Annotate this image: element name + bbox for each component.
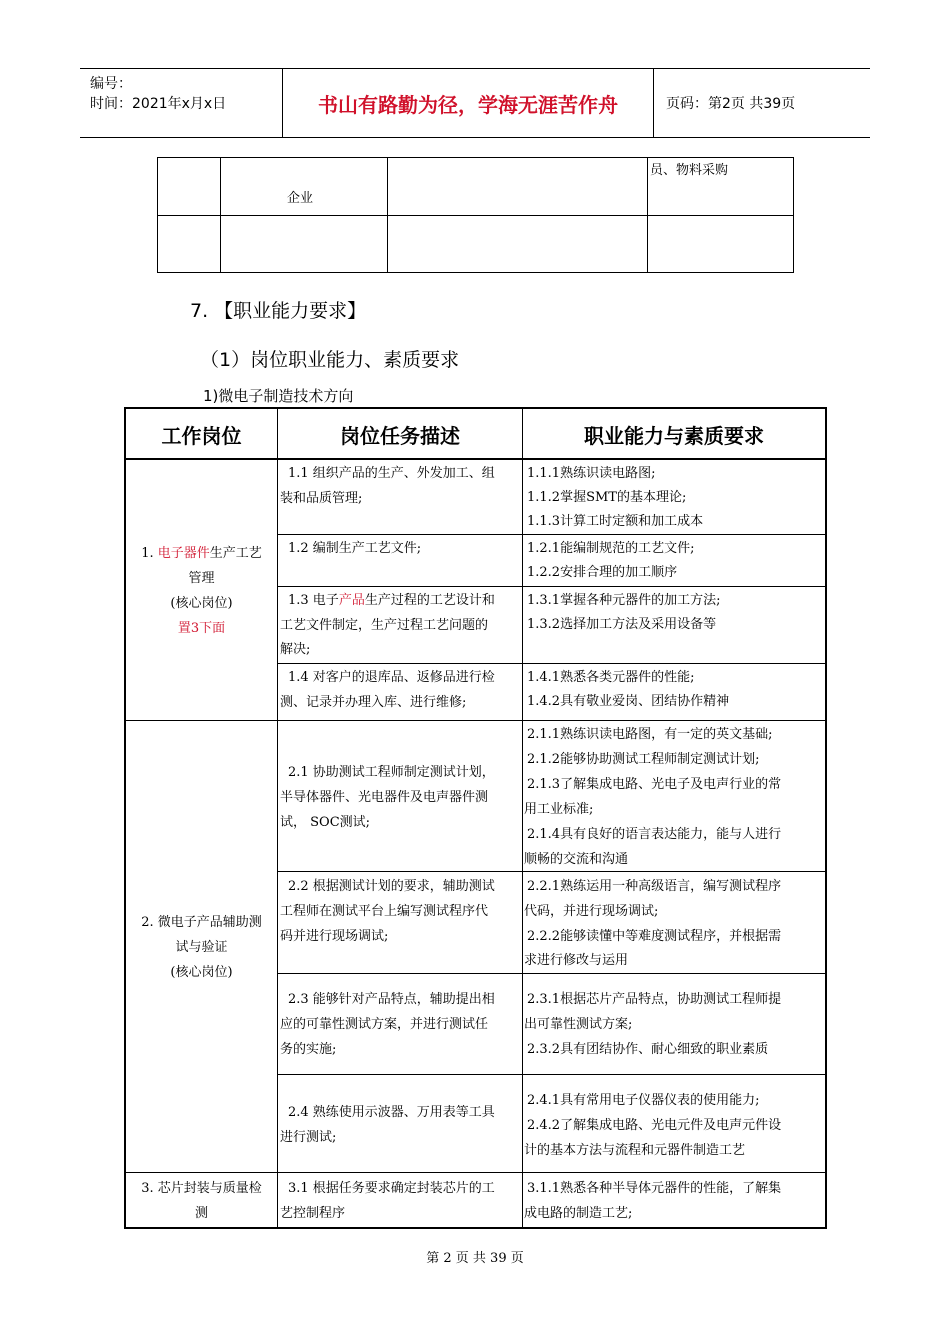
requirement-line: 求进行修改与运用: [524, 953, 629, 968]
top-table-cell: [387, 157, 648, 216]
requirement-cell: [522, 663, 826, 721]
task-cell: [277, 1172, 523, 1227]
task-line: 半导体器件、光电器件及电声器件测: [280, 790, 489, 805]
page-header: [80, 68, 870, 138]
requirement-line: 1.3.2选择加工方法及采用设备等: [527, 617, 717, 632]
requirement-line: 2.3.2具有团结协作、耐心细致的职业素质: [527, 1042, 769, 1057]
requirement-line: 成电路的制造工艺;: [524, 1206, 633, 1221]
header-task-description: 岗位任务描述: [340, 424, 460, 448]
task-line: 应的可靠性测试方案，并进行测试任: [280, 1017, 489, 1032]
requirement-line: 1.2.2安排合理的加工顺序: [527, 565, 678, 580]
task-cell: [277, 459, 523, 535]
role-name: 1. 电子器件生产工艺: [141, 546, 262, 561]
role-cell: [125, 1172, 278, 1227]
table-header-cell: [125, 408, 278, 460]
requirement-line: 1.1.2掌握SMT的基本理论;: [527, 490, 687, 505]
task-cell: [277, 534, 523, 587]
top-table-cell: [220, 215, 388, 273]
task-line: 务的实施;: [280, 1042, 337, 1057]
requirement-cell: [522, 871, 826, 974]
task-line: 进行测试;: [280, 1130, 337, 1145]
requirement-line: 1.2.1能编制规范的工艺文件;: [527, 541, 695, 556]
task-cell: [277, 663, 523, 721]
task-line: 解决;: [280, 642, 311, 657]
requirement-cell: [522, 459, 826, 535]
task-line: 工艺文件制定，生产过程工艺问题的: [280, 618, 489, 633]
requirement-line: 1.4.2具有敬业爱岗、团结协作精神: [527, 694, 730, 709]
requirement-cell: [522, 1074, 826, 1173]
requirement-line: 2.1.4具有良好的语言表达能力，能与人进行: [527, 827, 782, 842]
requirement-cell: [522, 973, 826, 1075]
top-table-cell: [387, 215, 648, 273]
section-subtitle: （1）岗位职业能力、素质要求: [200, 349, 460, 371]
requirement-cell: [522, 720, 826, 872]
task-line: 码并进行现场调试;: [280, 929, 389, 944]
task-line: 装和品质管理;: [280, 491, 363, 506]
table-header-cell: [277, 408, 523, 460]
header-meta: [80, 69, 283, 137]
task-cell: [277, 586, 523, 664]
top-table-cell: [647, 157, 794, 216]
requirement-cell: [522, 1172, 826, 1227]
requirement-line: 用工业标准;: [524, 802, 594, 817]
task-cell: [277, 720, 523, 872]
role-cell: [125, 720, 278, 1173]
role-name-line2: 测: [194, 1206, 208, 1221]
requirement-line: 2.3.1根据芯片产品特点，协助测试工程师提: [527, 992, 782, 1007]
time-label: 时间：2021年x月x日: [90, 96, 227, 112]
task-line: 艺控制程序: [280, 1206, 346, 1221]
task-cell: [277, 973, 523, 1075]
requirement-line: 3.1.1熟悉各种半导体元器件的性能，了解集: [527, 1181, 782, 1196]
requirement-line: 1.1.3计算工时定额和加工成本: [527, 514, 704, 529]
requirement-line: 2.4.2了解集成电路、光电元件及电声元件设: [527, 1118, 782, 1133]
role-note: 置3下面: [177, 621, 226, 636]
task-line: 工程师在测试平台上编写测试程序代: [280, 904, 489, 919]
table-header-cell: [522, 408, 826, 460]
task-line: 2.1 协助测试工程师制定测试计划，: [288, 765, 495, 780]
role-name: 3. 芯片封装与质量检: [141, 1181, 262, 1196]
requirement-line: 计的基本方法与流程和元器件制造工艺: [524, 1143, 746, 1158]
requirement-line: 1.1.1熟练识读电路图;: [527, 466, 656, 481]
top-table-cell: [647, 215, 794, 273]
top-table-text: 企业: [287, 191, 314, 206]
task-line: 1.4 对客户的退库品、返修品进行检: [288, 670, 495, 685]
top-table-cell: [157, 215, 221, 273]
top-table-text: 员、物料采购: [650, 163, 729, 178]
requirement-line: 1.3.1掌握各种元器件的加工方法;: [527, 593, 721, 608]
task-line: 2.4 熟练使用示波器、万用表等工具: [288, 1105, 495, 1120]
task-line: 3.1 根据任务要求确定封装芯片的工: [288, 1181, 495, 1196]
role-cell: [125, 459, 278, 721]
role-name: 2. 微电子产品辅助测: [141, 915, 262, 930]
task-line: 1.1 组织产品的生产、外发加工、组: [288, 466, 495, 481]
requirement-line: 2.1.3了解集成电路、光电子及电声行业的常: [527, 777, 782, 792]
requirement-line: 2.1.2能够协助测试工程师制定测试计划;: [527, 752, 760, 767]
requirement-line: 2.1.1熟练识读电路图，有一定的英文基础;: [527, 727, 773, 742]
number-label: 编号：: [90, 76, 132, 92]
task-line: 测、记录并办理入库、进行维修;: [280, 695, 467, 710]
page-footer: 第 2 页 共 39 页: [426, 1251, 524, 1266]
header-ability-requirements: 职业能力与素质要求: [584, 424, 764, 448]
task-line: 2.3 能够针对产品特点，辅助提出相: [288, 992, 495, 1007]
task-cell: [277, 1074, 523, 1173]
role-name-line2: 管理: [188, 571, 215, 586]
role-name-line2: 试与验证: [175, 940, 228, 955]
role-tag: (核心岗位): [170, 596, 233, 611]
header-page-info: 页码：第2页 共39页: [666, 96, 796, 112]
task-line: 1.2 编制生产工艺文件;: [288, 541, 422, 556]
requirement-cell: [522, 586, 826, 664]
task-cell: [277, 871, 523, 974]
requirement-line: 2.2.1熟练运用一种高级语言，编写测试程序: [527, 879, 782, 894]
requirement-line: 出可靠性测试方案;: [524, 1017, 633, 1032]
requirement-line: 1.4.1熟悉各类元器件的性能;: [527, 670, 695, 685]
header-job-position: 工作岗位: [161, 424, 242, 448]
requirement-cell: [522, 534, 826, 587]
requirement-line: 2.2.2能够读懂中等难度测试程序，并根据需: [527, 929, 782, 944]
section-subsubtitle: 1)微电子制造技术方向: [203, 387, 354, 405]
top-table-cell: [157, 157, 221, 216]
task-line: 试， SOC测试;: [280, 815, 371, 830]
task-line: 1.3 电子产品生产过程的工艺设计和: [288, 593, 495, 608]
role-tag: (核心岗位): [170, 965, 233, 980]
top-table-cell: [220, 157, 388, 216]
section-title: 7. 【职业能力要求】: [190, 300, 367, 322]
requirement-line: 2.4.1具有常用电子仪器仪表的使用能力;: [527, 1093, 760, 1108]
requirement-line: 顺畅的交流和沟通: [524, 852, 629, 867]
header-motto: 书山有路勤为径，学海无涯苦作舟: [283, 69, 654, 137]
requirement-line: 代码，并进行现场调试;: [524, 904, 659, 919]
task-line: 2.2 根据测试计划的要求，辅助测试: [288, 879, 495, 894]
